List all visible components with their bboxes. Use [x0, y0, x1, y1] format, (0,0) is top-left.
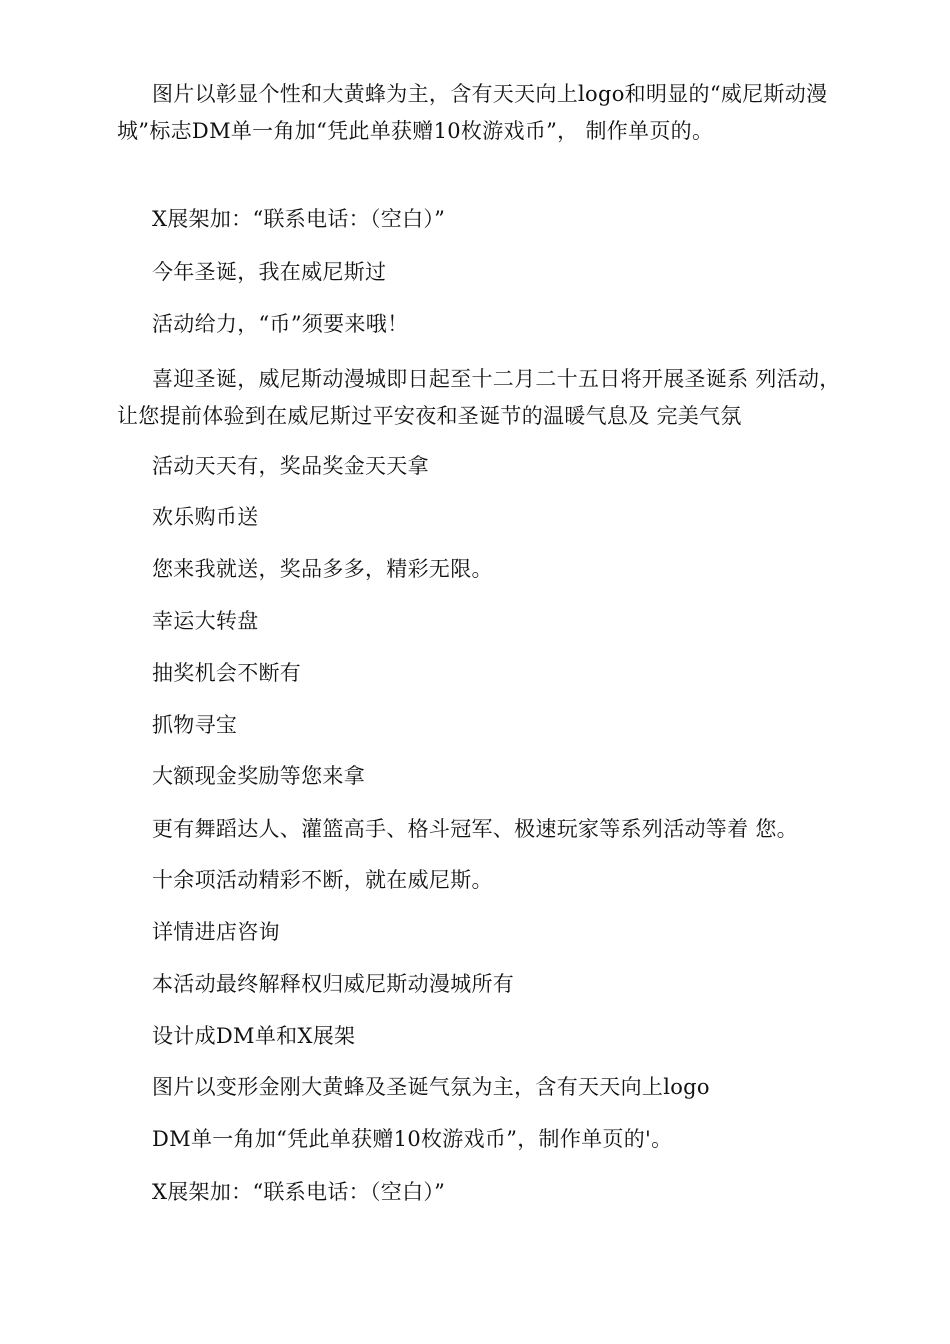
paragraph-4: 活动给力，“币”须要来哦！ — [152, 312, 409, 336]
paragraph-6: 活动天天有，奖品奖金天天拿 — [152, 454, 429, 478]
paragraph-3: 今年圣诞，我在威尼斯过 — [152, 260, 387, 284]
paragraph-1: 图片以彰显个性和大黄蜂为主，含有天天向上logo和明显的“威尼斯动漫城”标志DM单一角加“凭此单获赠10枚游戏币”， 制作单页的。 — [117, 82, 828, 143]
paragraph-15: 详情进店咨询 — [152, 920, 280, 944]
paragraph-19: DM单一角加“凭此单获赠10枚游戏币”，制作单页的'。 — [152, 1127, 673, 1151]
paragraph-8: 您来我就送，奖品多多，精彩无限。 — [152, 557, 493, 581]
paragraph-5: 喜迎圣诞，威尼斯动漫城即日起至十二月二十五日将开展圣诞系 列活动，让您提前体验到在威尼斯过平安夜和圣诞节的温暖气息及 完美气氛 — [117, 367, 841, 428]
paragraph-9: 幸运大转盘 — [152, 609, 259, 633]
paragraph-20: X展架加：“联系电话：（空白）” — [152, 1180, 446, 1204]
paragraph-7: 欢乐购币送 — [152, 505, 259, 529]
paragraph-16: 本活动最终解释权归威尼斯动漫城所有 — [152, 972, 515, 996]
paragraph-12: 大额现金奖励等您来拿 — [152, 764, 365, 788]
paragraph-17: 设计成DM单和X展架 — [152, 1024, 356, 1048]
paragraph-10: 抽奖机会不断有 — [152, 661, 302, 685]
paragraph-18: 图片以变形金刚大黄蜂及圣诞气氛为主，含有天天向上logo — [152, 1075, 710, 1099]
paragraph-2: X展架加：“联系电话：（空白）” — [152, 207, 446, 231]
paragraph-13: 更有舞蹈达人、灌篮高手、格斗冠军、极速玩家等系列活动等着 您。 — [152, 817, 798, 841]
paragraph-11: 抓物寻宝 — [152, 713, 238, 737]
paragraph-14: 十余项活动精彩不断，就在威尼斯。 — [152, 868, 493, 892]
